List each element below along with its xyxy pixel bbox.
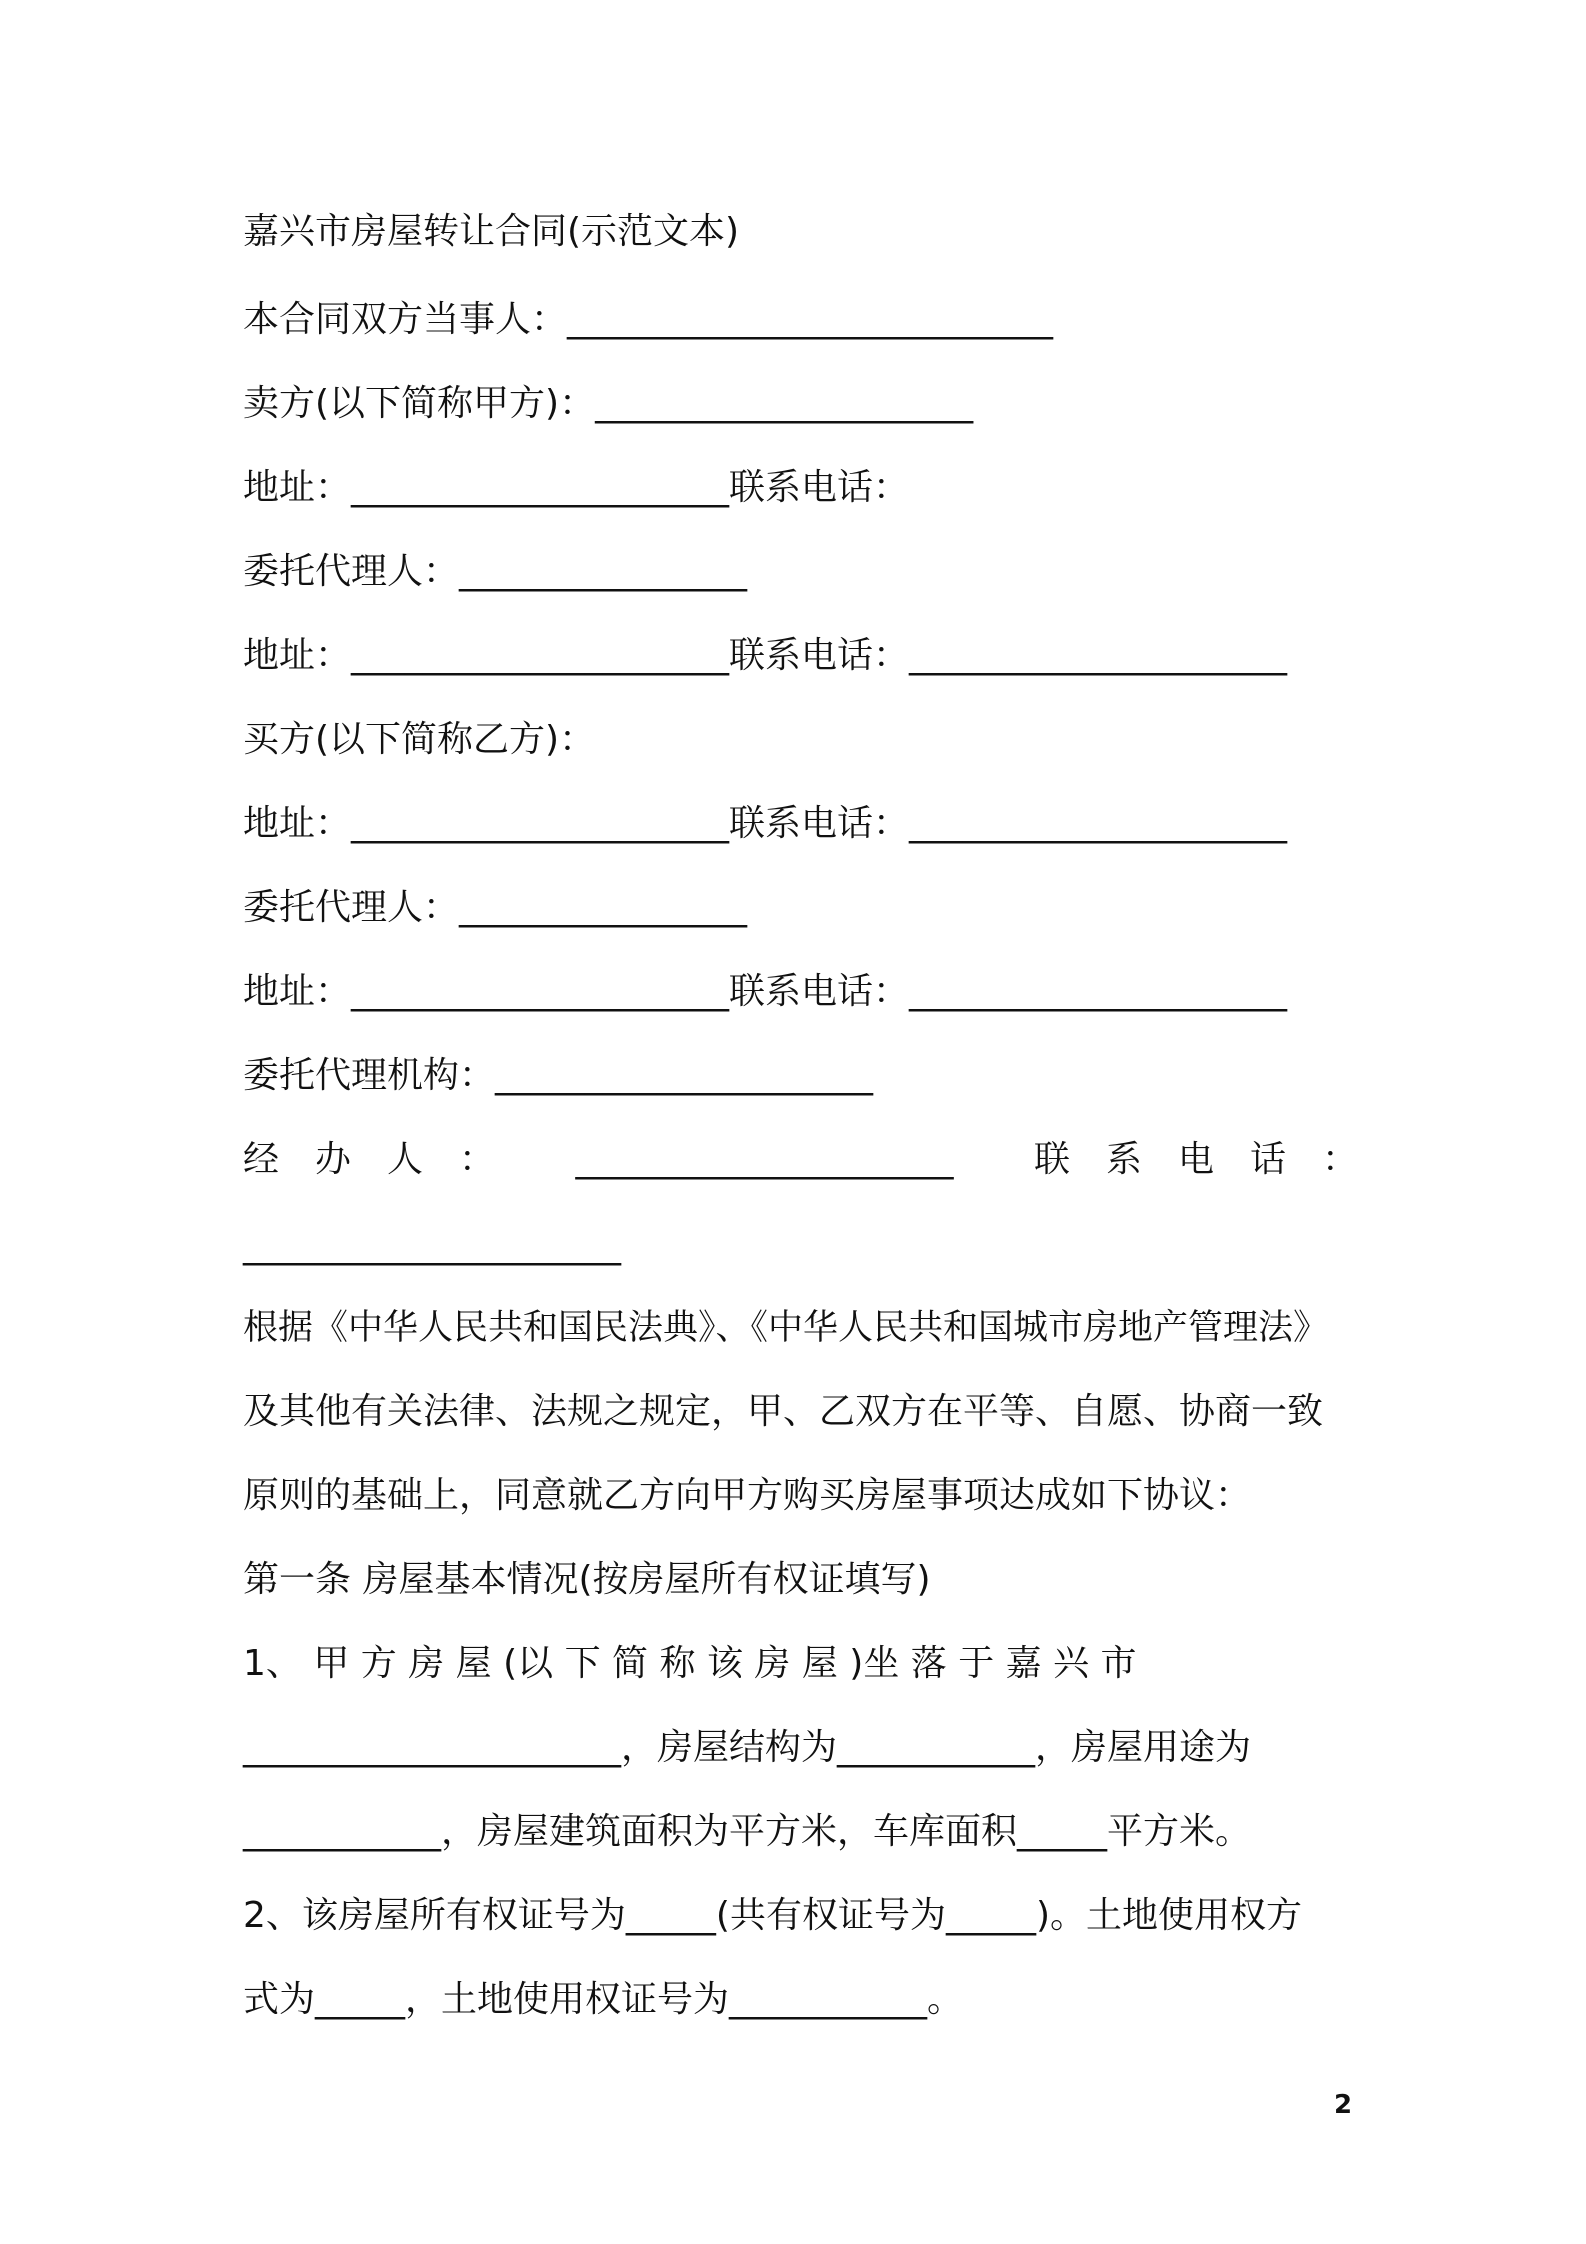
legal-basis-line-1: 根据《中华人民共和国民法典》、《中华人民共和国城市房地产管理法》 (243, 1308, 1329, 1348)
parties-line: 本合同双方当事人：___________________________ (243, 299, 1054, 340)
clause-2-line-2: 式为_____，土地使用权证号为___________。 (243, 1979, 964, 2020)
buyer-address-line: 地址：_____________________联系电话：_____________________ (243, 803, 1288, 844)
legal-basis-line-2: 及其他有关法律、法规之规定，甲、乙双方在平等、自愿、协商一致 (243, 1391, 1324, 1432)
handler-blank-continued: _____________________ (243, 1225, 621, 1266)
seller-line: 卖方(以下简称甲方)：_____________________ (243, 383, 974, 424)
buyer-agent-address-line: 地址：_____________________联系电话：_____________________ (243, 971, 1288, 1012)
clause-1-line-2: _____________________，房屋结构为___________，房屋用途为 (243, 1727, 1252, 1768)
page-number: 2 (1334, 2090, 1353, 2120)
buyer-line: 买方(以下简称乙方)： (243, 719, 596, 760)
clause-1-line-1: 1、 甲 方 房 屋 (以 下 简 称 该 房 屋 )坐 落 于 嘉 兴 市 (243, 1643, 1137, 1684)
article-1-heading: 第一条 房屋基本情况(按房屋所有权证填写) (243, 1559, 931, 1600)
clause-2-line-1: 2、该房屋所有权证号为_____(共有权证号为_____)。土地使用权方 (243, 1895, 1302, 1936)
seller-agent-address-line: 地址：_____________________联系电话：_____________________ (243, 635, 1288, 676)
document-title: 嘉兴市房屋转让合同(示范文本) (243, 211, 740, 252)
buyer-agent-line: 委托代理人：________________ (243, 887, 748, 928)
clause-1-line-3: ___________，房屋建筑面积为平方米，车库面积_____平方米。 (243, 1811, 1252, 1852)
handler-line (243, 1136, 1358, 1184)
handler-label: 经 办 人 ： (243, 1139, 496, 1180)
seller-agent-line: 委托代理人：________________ (243, 551, 748, 592)
agency-line: 委托代理机构：_____________________ (243, 1055, 874, 1096)
handler-blank: _____________________ (575, 1139, 954, 1180)
handler-phone-label: 联 系 电 话 ： (1033, 1139, 1358, 1180)
legal-basis-line-3: 原则的基础上，同意就乙方向甲方购买房屋事项达成如下协议： (243, 1475, 1252, 1516)
seller-address-line: 地址：_____________________联系电话： (243, 467, 910, 508)
